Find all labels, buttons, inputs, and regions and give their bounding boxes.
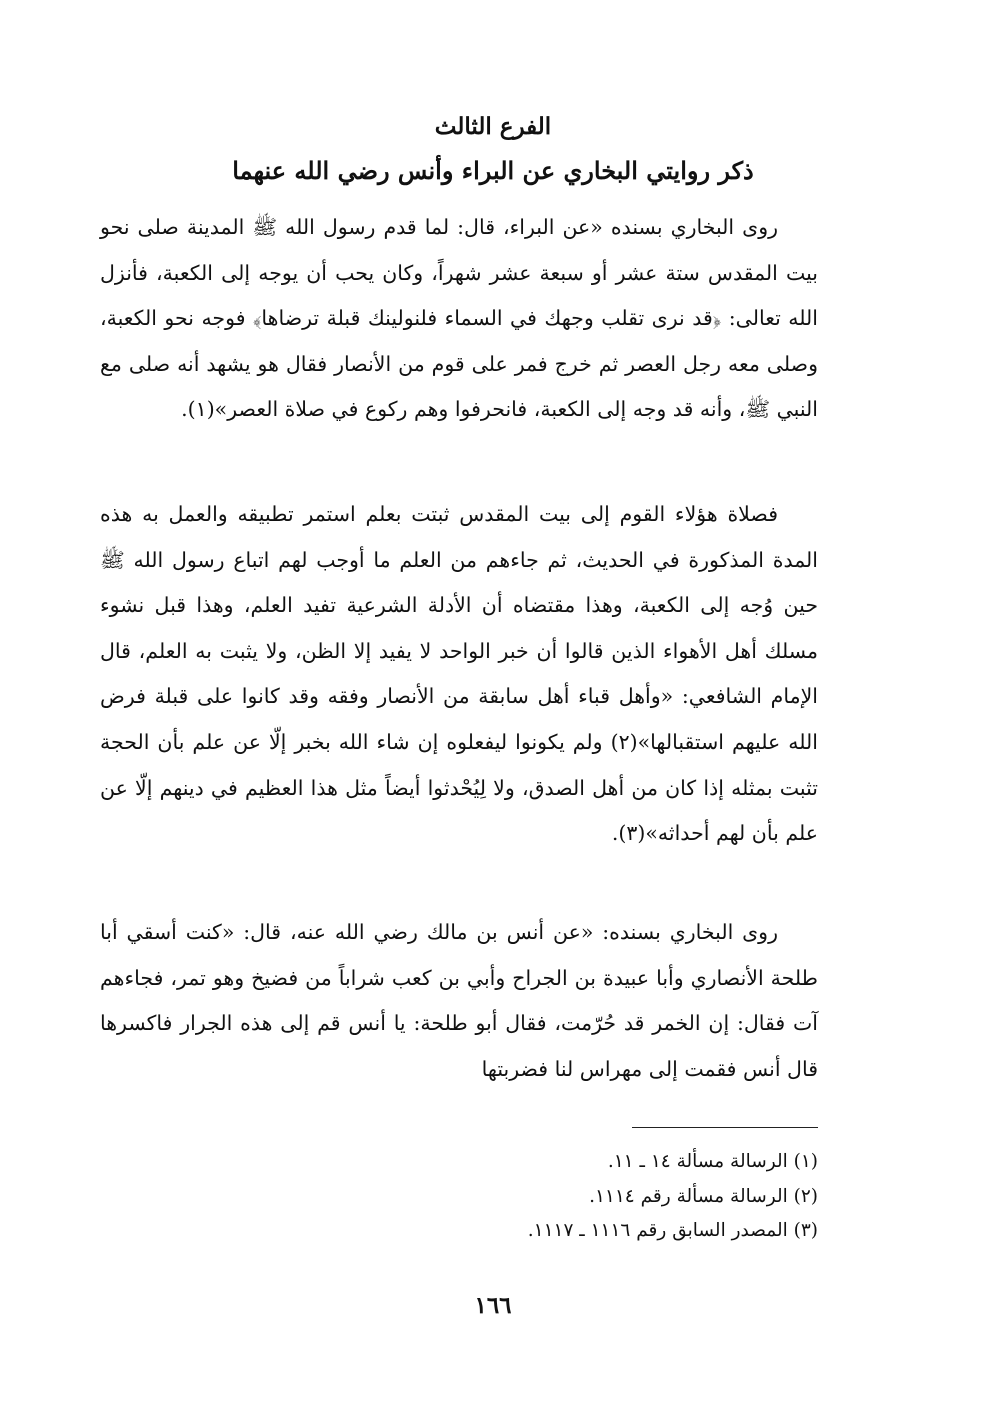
footnote-divider: [632, 1127, 818, 1128]
footnotes-list: [300, 1145, 818, 1249]
footnote-2: (٢) الرسالة مسألة رقم ١١١٤.: [589, 1185, 818, 1207]
paragraph-bara-narration: روى البخاري بسنده «عن البراء، قال: لما قدم رسول الله ﷺ المدينة صلى نحو بيت المقدس ستة عشر أو سبعة عشر شهراً، وكان يحب أن يوجه إلى الكعبة، فأنزل الله تعالى: ﴿قد نرى تقلب وجهك في السماء فلنولينك قبلة ترضاها﴾ فوجه نحو الكعبة، وصلى معه رجل العصر ثم خرج فمر على قوم من الأنصار فقال هو يشهد أنه صلى مع النبي ﷺ، وأنه قد وجه إلى الكعبة، فانحرفوا وهم ركوع في صلاة العصر»(١).: [100, 215, 818, 422]
section-label: الفرع الثالث: [434, 113, 552, 140]
paragraph-anas-narration: روى البخاري بسنده: «عن أنس بن مالك رضي الله عنه، قال: «كنت أسقي أبا طلحة الأنصاري وأبا عبيدة بن الجراح وأبي بن كعب شراباً من فضيخ وهو تمر، فجاءهم آت فقال: إن الخمر قد حُرّمت، فقال أبو طلحة: يا أنس قم إلى هذه الجرار فاكسرها قال أنس فقمت إلى مهراس لنا فضربتها: [100, 920, 818, 1081]
footnote-3: (٣) المصدر السابق رقم ١١١٦ ـ ١١١٧.: [527, 1220, 818, 1241]
page-number: ١٦٦: [474, 1292, 512, 1319]
chapter-title: ذكر روايتي البخاري عن البراء وأنس رضي الله عنهما: [232, 156, 754, 185]
paragraph-commentary: فصلاة هؤلاء القوم إلى بيت المقدس ثبتت بعلم استمر تطبيقه والعمل به هذه المدة المذكورة في الحديث، ثم جاءهم من العلم ما أوجب لهم اتباع رسول الله ﷺ حين وُجه إلى الكعبة، وهذا مقتضاه أن الأدلة الشرعية تفيد العلم، وهذا قبل نشوء مسلك أهل الأهواء الذين قالوا أن خبر الواحد لا يفيد إلا الظن، ولا يثبت به العلم، قال الإمام الشافعي: «وأهل قباء أهل سابقة من الأنصار وفقه وقد كانوا على قبلة فرض الله عليهم استقبالها»(٢) ولم يكونوا ليفعلوه إن شاء الله بخبر إلّا عن علم بأن الحجة تثبت بمثله إذا كان من أهل الصدق، ولا لِيُحْدثوا أيضاً مثل هذا العظيم في دينهم إلّا عن علم بأن لهم أحداثه»(٣).: [100, 502, 818, 846]
footnote-1: (١) الرسالة مسألة ١٤ ـ ١١.: [607, 1151, 818, 1172]
